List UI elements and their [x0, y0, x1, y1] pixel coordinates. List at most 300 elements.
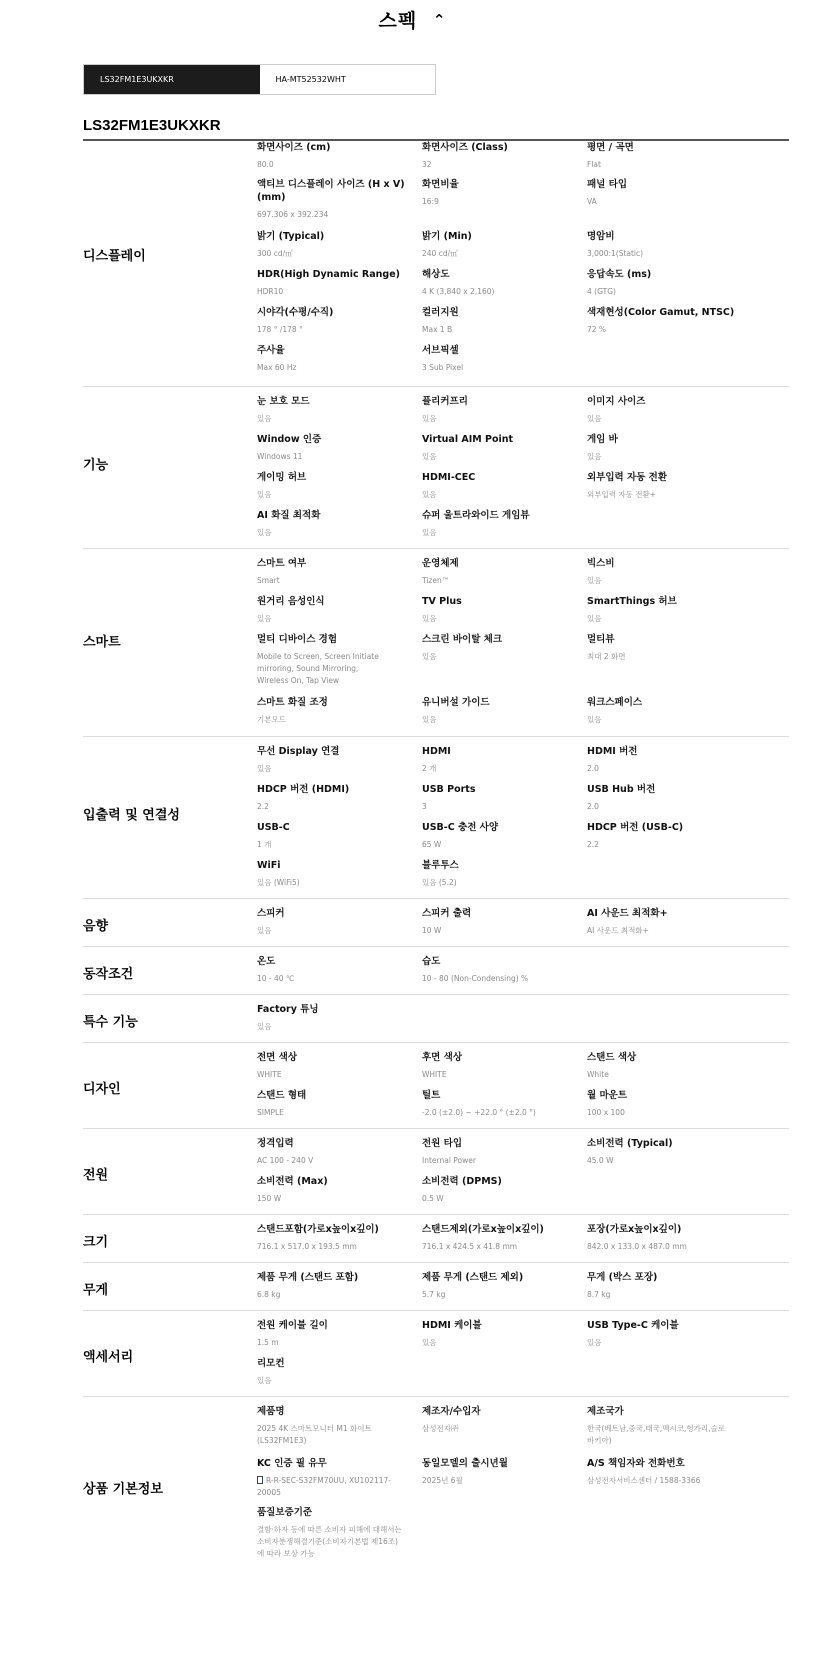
- spec-label: 슈퍼 울트라와이드 게임뷰: [422, 510, 530, 521]
- spec-label: WiFi: [257, 860, 281, 871]
- spec-item: [587, 178, 752, 208]
- spec-value-wrap: [257, 1423, 402, 1447]
- spec-item: [257, 1137, 422, 1167]
- spec-label: 전원 타입: [422, 1138, 463, 1149]
- spec-item: [422, 1319, 587, 1349]
- spec-value: 있음: [422, 528, 437, 537]
- spec-label: 워크스페이스: [587, 697, 643, 708]
- spec-value-wrap: [587, 575, 752, 587]
- spec-label: 스마트 여부: [257, 558, 307, 569]
- spec-value: 결함·하자 등에 따른 소비자 피해에 대해서는 소비자분쟁해결기준(소비자기본법 제16조)에 따라 보상 가능: [257, 1525, 402, 1558]
- spec-label: 무게 (박스 포장): [587, 1272, 658, 1283]
- spec-value-wrap: [422, 973, 587, 985]
- spec-value: 있음 (5.2): [422, 878, 457, 887]
- spec-item: [257, 1003, 422, 1033]
- section-title: 동작조건: [83, 967, 134, 982]
- spec-item: [422, 821, 587, 851]
- spec-label: 밝기 (Typical): [257, 231, 325, 242]
- kc-mark-icon: [257, 1476, 263, 1484]
- spec-item: [422, 859, 587, 889]
- spec-label: 빅스비: [587, 558, 615, 569]
- spec-item: [422, 1405, 567, 1435]
- spec-value: 있음: [257, 764, 272, 773]
- spec-value-wrap: [422, 1337, 587, 1349]
- spec-label: 월 마운트: [587, 1090, 628, 1101]
- spec-value-wrap: [422, 575, 587, 587]
- spec-value-wrap: [587, 763, 752, 775]
- spec-label: 게임 바: [587, 434, 618, 445]
- spec-value: VA: [587, 197, 597, 206]
- spec-label: USB-C: [257, 822, 290, 833]
- spec-item: [587, 1089, 752, 1119]
- spec-item: [257, 907, 422, 937]
- spec-item: [587, 696, 752, 726]
- spec-value: -2.0 (±2.0) ~ +22.0 ° (±2.0 °): [422, 1108, 536, 1117]
- section-title: 액세서리: [83, 1350, 134, 1365]
- spec-value: WHITE: [257, 1070, 282, 1079]
- spec-label: 정격입력: [257, 1138, 294, 1149]
- section-title: 상품 기본정보: [83, 1482, 163, 1497]
- spec-item: [257, 433, 422, 463]
- spec-value-wrap: [257, 714, 422, 726]
- spec-label: 제품명: [257, 1406, 285, 1417]
- spec-value: 5.7 kg: [422, 1290, 446, 1299]
- spec-value: 0.5 W: [422, 1194, 444, 1203]
- spec-value-wrap: [587, 1069, 752, 1081]
- spec-item: [587, 268, 752, 298]
- spec-value: 3 Sub Pixel: [422, 363, 464, 372]
- spec-value-wrap: [422, 763, 587, 775]
- spec-value-wrap: [587, 286, 752, 298]
- spec-value: 있음: [422, 490, 437, 499]
- spec-label: 후면 색상: [422, 1052, 463, 1063]
- spec-label: A/S 책임자와 전화번호: [587, 1458, 685, 1469]
- spec-item: [257, 595, 422, 625]
- spec-label: 서브픽셀: [422, 345, 459, 356]
- spec-label: HDCP 버전 (USB-C): [587, 822, 684, 833]
- spec-value-wrap: [587, 651, 752, 663]
- spec-value-wrap: [257, 362, 422, 374]
- spec-label: 리모컨: [257, 1358, 285, 1369]
- spec-item: [257, 141, 422, 171]
- spec-value: 45.0 W: [587, 1156, 614, 1165]
- spec-item: [257, 178, 422, 221]
- spec-value-wrap: [587, 1423, 732, 1447]
- spec-value-wrap: [257, 1155, 422, 1167]
- spec-item: [422, 344, 587, 374]
- spec-label: AI 화질 최적화: [257, 510, 321, 521]
- spec-item: [422, 595, 587, 625]
- spec-value-wrap: [422, 1289, 587, 1301]
- spec-section: [83, 1214, 789, 1263]
- spec-section: [83, 1042, 789, 1129]
- spec-value-wrap: [257, 451, 422, 463]
- spec-value-wrap: [422, 925, 587, 937]
- spec-value: 있음: [257, 528, 272, 537]
- spec-item: [422, 557, 587, 587]
- spec-value-wrap: [422, 324, 587, 336]
- spec-item: [422, 745, 587, 775]
- spec-label: 전면 색상: [257, 1052, 298, 1063]
- spec-label: 화면비율: [422, 179, 459, 190]
- spec-item: [587, 395, 752, 425]
- spec-value-wrap: [587, 413, 752, 425]
- spec-value-wrap: [422, 1069, 587, 1081]
- spec-item: [257, 344, 422, 374]
- spec-value: White: [587, 1070, 609, 1079]
- spec-value: 있음: [587, 576, 602, 585]
- spec-value: 716.1 x 517.0 x 193.5 mm: [257, 1242, 357, 1251]
- spec-label: KC 인증 필 유무: [257, 1458, 327, 1469]
- spec-value-wrap: [257, 209, 422, 221]
- spec-value-wrap: [257, 489, 422, 501]
- spec-value-wrap: [422, 613, 587, 625]
- spec-item: [422, 696, 587, 726]
- spec-item: [422, 1271, 587, 1301]
- spec-value-wrap: [257, 877, 422, 889]
- spec-value: Tizen™: [422, 576, 450, 585]
- spec-item: [257, 1506, 402, 1560]
- section-title: 입출력 및 연결성: [83, 808, 180, 823]
- tab-model-1[interactable]: LS32FM1E3UKXKR: [84, 65, 260, 94]
- spec-label: 멀티 디바이스 경험: [257, 634, 338, 645]
- spec-value: 2025년 6월: [422, 1476, 463, 1485]
- spec-value-wrap: [422, 286, 587, 298]
- spec-value: AC 100 - 240 V: [257, 1156, 314, 1165]
- spec-label: 제품 무게 (스탠드 포함): [257, 1272, 359, 1283]
- spec-item: [422, 1175, 587, 1205]
- spec-item: [422, 230, 587, 260]
- spec-value: HDR10: [257, 287, 284, 296]
- spec-label: SmartThings 허브: [587, 596, 677, 607]
- spec-value: Flat: [587, 160, 601, 169]
- spec-label: 눈 보호 모드: [257, 396, 310, 407]
- spec-value: 있음: [257, 1376, 272, 1385]
- spec-label: 명암비: [587, 231, 615, 242]
- spec-value-wrap: [587, 324, 752, 336]
- spec-label: 스피커: [257, 908, 285, 919]
- spec-item: [257, 696, 422, 726]
- spec-label: 원거리 음성인식: [257, 596, 325, 607]
- spec-value-wrap: [587, 451, 752, 463]
- spec-value-wrap: [257, 1107, 422, 1119]
- spec-item: [257, 471, 422, 501]
- spec-section: [83, 1262, 789, 1311]
- spec-section: [83, 1310, 789, 1397]
- chevron-up-icon[interactable]: ⌃: [432, 11, 447, 29]
- spec-value-wrap: [257, 1475, 402, 1499]
- spec-item: [587, 1223, 752, 1253]
- spec-label: HDMI 버전: [587, 746, 638, 757]
- spec-item: [587, 433, 752, 463]
- spec-header[interactable]: [0, 6, 825, 33]
- spec-value: 10 W: [422, 926, 442, 935]
- spec-item: [587, 306, 752, 336]
- spec-item: [587, 783, 752, 813]
- section-title: 스마트: [83, 635, 121, 650]
- spec-value: 100 x 100: [587, 1108, 625, 1117]
- spec-value: Smart: [257, 576, 280, 585]
- spec-label: HDR(High Dynamic Range): [257, 269, 400, 280]
- spec-item: [257, 745, 422, 775]
- spec-label: 액티브 디스플레이 사이즈 (H x V) (mm): [257, 179, 405, 203]
- spec-item: [422, 955, 587, 985]
- spec-value: 80.0: [257, 160, 274, 169]
- spec-value: 4 (GTG): [587, 287, 616, 296]
- spec-value-wrap: [587, 489, 752, 501]
- spec-value-wrap: [422, 651, 587, 663]
- spec-value-wrap: [257, 1241, 422, 1253]
- spec-value: AI 사운드 최적화+: [587, 926, 649, 935]
- spec-value: 있음: [257, 614, 272, 623]
- spec-value-wrap: [587, 714, 752, 726]
- spec-value-wrap: [257, 1375, 422, 1387]
- spec-value: 72 %: [587, 325, 607, 334]
- spec-value: 있음: [422, 715, 437, 724]
- spec-label: 멀티뷰: [587, 634, 615, 645]
- spec-item: [422, 433, 587, 463]
- spec-label: HDMI 케이블: [422, 1320, 482, 1331]
- spec-item: [587, 1051, 752, 1081]
- spec-label: 시야각(수평/수직): [257, 307, 334, 318]
- spec-label: USB Hub 버전: [587, 784, 656, 795]
- spec-value: SIMPLE: [257, 1108, 284, 1117]
- spec-item: [587, 1271, 752, 1301]
- spec-value-wrap: [587, 159, 752, 171]
- spec-value-wrap: [257, 1193, 422, 1205]
- spec-value: 4 K (3,840 x 2,160): [422, 287, 495, 296]
- spec-value-wrap: [257, 925, 422, 937]
- spec-label: USB Type-C 케이블: [587, 1320, 679, 1331]
- spec-item: [257, 1051, 422, 1081]
- spec-section: [83, 1128, 789, 1215]
- spec-item: [257, 1089, 422, 1119]
- spec-value: 16:9: [422, 197, 439, 206]
- spec-value: 2.2: [587, 840, 599, 849]
- spec-section: [83, 898, 789, 947]
- spec-value-wrap: [422, 1193, 587, 1205]
- spec-label: 스마트 화질 조정: [257, 697, 328, 708]
- model-name: LS32FM1E3UKXKR: [83, 117, 221, 134]
- spec-item: [257, 509, 422, 539]
- spec-item: [587, 230, 752, 260]
- spec-value-wrap: [422, 1423, 567, 1435]
- spec-label: 밝기 (Min): [422, 231, 472, 242]
- spec-value-wrap: [587, 248, 752, 260]
- spec-label: HDCP 버전 (HDMI): [257, 784, 350, 795]
- spec-section: [83, 1396, 789, 1571]
- spec-item: [587, 821, 752, 851]
- spec-value-wrap: [587, 196, 752, 208]
- spec-value-wrap: [257, 763, 422, 775]
- section-title: 무게: [83, 1283, 109, 1298]
- spec-value-wrap: [422, 248, 587, 260]
- spec-item: [422, 141, 587, 171]
- spec-item: [422, 907, 587, 937]
- spec-label: 플리커프리: [422, 396, 468, 407]
- spec-value-wrap: [257, 973, 422, 985]
- spec-value-wrap: [587, 1289, 752, 1301]
- spec-label: 제조국가: [587, 1406, 624, 1417]
- spec-value: 있음: [422, 414, 437, 423]
- spec-label: 무선 Display 연결: [257, 746, 340, 757]
- spec-value: 외부입력 자동 전환+: [587, 490, 657, 499]
- spec-value-wrap: [257, 286, 422, 298]
- spec-item: [587, 1319, 752, 1349]
- spec-value-wrap: [587, 839, 752, 851]
- spec-item: [257, 306, 422, 336]
- spec-item: [257, 955, 422, 985]
- spec-label: 컬러지원: [422, 307, 459, 318]
- spec-value-wrap: [257, 248, 422, 260]
- spec-item: [587, 745, 752, 775]
- spec-value: Windows 11: [257, 452, 303, 461]
- spec-item: [257, 395, 422, 425]
- spec-item: [422, 306, 587, 336]
- spec-item: [587, 907, 752, 937]
- spec-value: Max 60 Hz: [257, 363, 297, 372]
- spec-value-wrap: [587, 1107, 752, 1119]
- spec-value: 최대 2 화면: [587, 652, 626, 661]
- spec-item: [257, 1319, 422, 1349]
- spec-label: 주사율: [257, 345, 285, 356]
- spec-item: [422, 1089, 587, 1119]
- spec-label: 소비전력 (DPMS): [422, 1176, 502, 1187]
- spec-label: 소비전력 (Max): [257, 1176, 328, 1187]
- spec-label: AI 사운드 최적화+: [587, 908, 668, 919]
- spec-label: 스탠드 형태: [257, 1090, 307, 1101]
- spec-label: 화면사이즈 (Class): [422, 142, 508, 153]
- spec-value-wrap: [422, 527, 587, 539]
- spec-value-wrap: [587, 801, 752, 813]
- spec-label: HDMI: [422, 746, 451, 757]
- spec-label: 색재현성(Color Gamut, NTSC): [587, 307, 735, 318]
- spec-value-wrap: [257, 1524, 402, 1560]
- spec-value: 6.8 kg: [257, 1290, 281, 1299]
- spec-label: 전원 케이블 길이: [257, 1320, 328, 1331]
- spec-value-wrap: [587, 1241, 752, 1253]
- spec-item: [587, 1137, 752, 1167]
- spec-value: 3,000:1(Static): [587, 249, 644, 258]
- spec-section: [83, 736, 789, 899]
- spec-value-wrap: [257, 1021, 422, 1033]
- spec-value: 240 cd/㎡: [422, 249, 458, 258]
- spec-value: 있음: [587, 715, 602, 724]
- spec-title: 스펙: [378, 10, 418, 32]
- spec-value-wrap: [257, 413, 422, 425]
- spec-value: 있음: [257, 1022, 272, 1031]
- spec-label: TV Plus: [422, 596, 462, 607]
- spec-value-wrap: [587, 925, 752, 937]
- model-tabs: [83, 64, 436, 95]
- spec-value-wrap: [587, 1475, 732, 1487]
- spec-item: [587, 1457, 732, 1487]
- spec-value-wrap: [257, 1337, 422, 1349]
- spec-value-wrap: [587, 613, 752, 625]
- spec-label: 게이밍 허브: [257, 472, 307, 483]
- spec-label: 유니버설 가이드: [422, 697, 490, 708]
- spec-value: 있음: [257, 926, 272, 935]
- spec-item: [257, 859, 422, 889]
- spec-label: Window 인증: [257, 434, 322, 445]
- spec-value-wrap: [422, 714, 587, 726]
- spec-item: [257, 557, 422, 587]
- spec-item: [257, 1405, 402, 1447]
- spec-item: [257, 268, 422, 298]
- spec-value-wrap: [257, 1069, 422, 1081]
- spec-item: [257, 1457, 402, 1499]
- spec-item: [257, 633, 392, 687]
- spec-item: [422, 178, 587, 208]
- section-title: 기능: [83, 458, 109, 473]
- spec-value: 3: [422, 802, 427, 811]
- spec-label: 평면 / 곡면: [587, 142, 634, 153]
- spec-label: HDMI-CEC: [422, 472, 476, 483]
- spec-value-wrap: [587, 1155, 752, 1167]
- spec-value-wrap: [257, 575, 422, 587]
- spec-value: 있음 (WiFi5): [257, 878, 300, 887]
- spec-value: Max 1 B: [422, 325, 453, 334]
- section-title: 특수 기능: [83, 1015, 138, 1030]
- spec-value: WHITE: [422, 1070, 447, 1079]
- spec-value-wrap: [257, 801, 422, 813]
- spec-value: 있음: [422, 614, 437, 623]
- spec-label: 스탠드 색상: [587, 1052, 637, 1063]
- tab-model-2[interactable]: HA-MT52532WHT: [275, 75, 346, 84]
- spec-value: 178 ° /178 °: [257, 325, 303, 334]
- spec-section: [83, 946, 789, 995]
- spec-value: 10 - 80 (Non-Condensing) %: [422, 974, 529, 983]
- spec-label: 소비전력 (Typical): [587, 1138, 673, 1149]
- spec-label: 해상도: [422, 269, 450, 280]
- spec-value: 있음: [422, 1338, 437, 1347]
- spec-value: 697.306 x 392.234: [257, 210, 329, 219]
- spec-item: [257, 1175, 422, 1205]
- spec-label: 블루투스: [422, 860, 459, 871]
- spec-label: 운영체제: [422, 558, 459, 569]
- spec-value: 기본모드: [257, 715, 286, 724]
- spec-value-wrap: [422, 362, 587, 374]
- spec-label: USB-C 충전 사양: [422, 822, 499, 833]
- spec-value: 8.7 kg: [587, 1290, 611, 1299]
- spec-value: 있음: [257, 414, 272, 423]
- spec-value: 2 개: [422, 764, 437, 773]
- spec-label: 패널 타입: [587, 179, 628, 190]
- spec-value: 10 - 40 ℃: [257, 974, 295, 983]
- spec-label: USB Ports: [422, 784, 476, 795]
- spec-item: [422, 471, 587, 501]
- spec-value-wrap: [422, 159, 587, 171]
- spec-item: [257, 1271, 422, 1301]
- spec-value: 있음: [422, 652, 437, 661]
- spec-value: 2.2: [257, 802, 269, 811]
- spec-label: 제품 무게 (스탠드 제외): [422, 1272, 524, 1283]
- spec-value: 있음: [587, 614, 602, 623]
- spec-section: [83, 141, 789, 387]
- spec-label: 이미지 사이즈: [587, 396, 646, 407]
- spec-value: 716.1 x 424.5 x 41.8 mm: [422, 1242, 518, 1251]
- spec-value: 150 W: [257, 1194, 282, 1203]
- spec-value-wrap: [422, 1155, 587, 1167]
- spec-value-wrap: [587, 1337, 752, 1349]
- spec-value-wrap: [422, 877, 587, 889]
- spec-label: 스탠드포함(가로x높이x깊이): [257, 1224, 379, 1235]
- spec-value: 1 개: [257, 840, 272, 849]
- spec-value: R-R-SEC-S32FM70UU, XU102117-20005: [257, 1476, 392, 1497]
- section-title: 전원: [83, 1168, 109, 1183]
- spec-value: 있음: [587, 414, 602, 423]
- spec-label: 스피커 출력: [422, 908, 472, 919]
